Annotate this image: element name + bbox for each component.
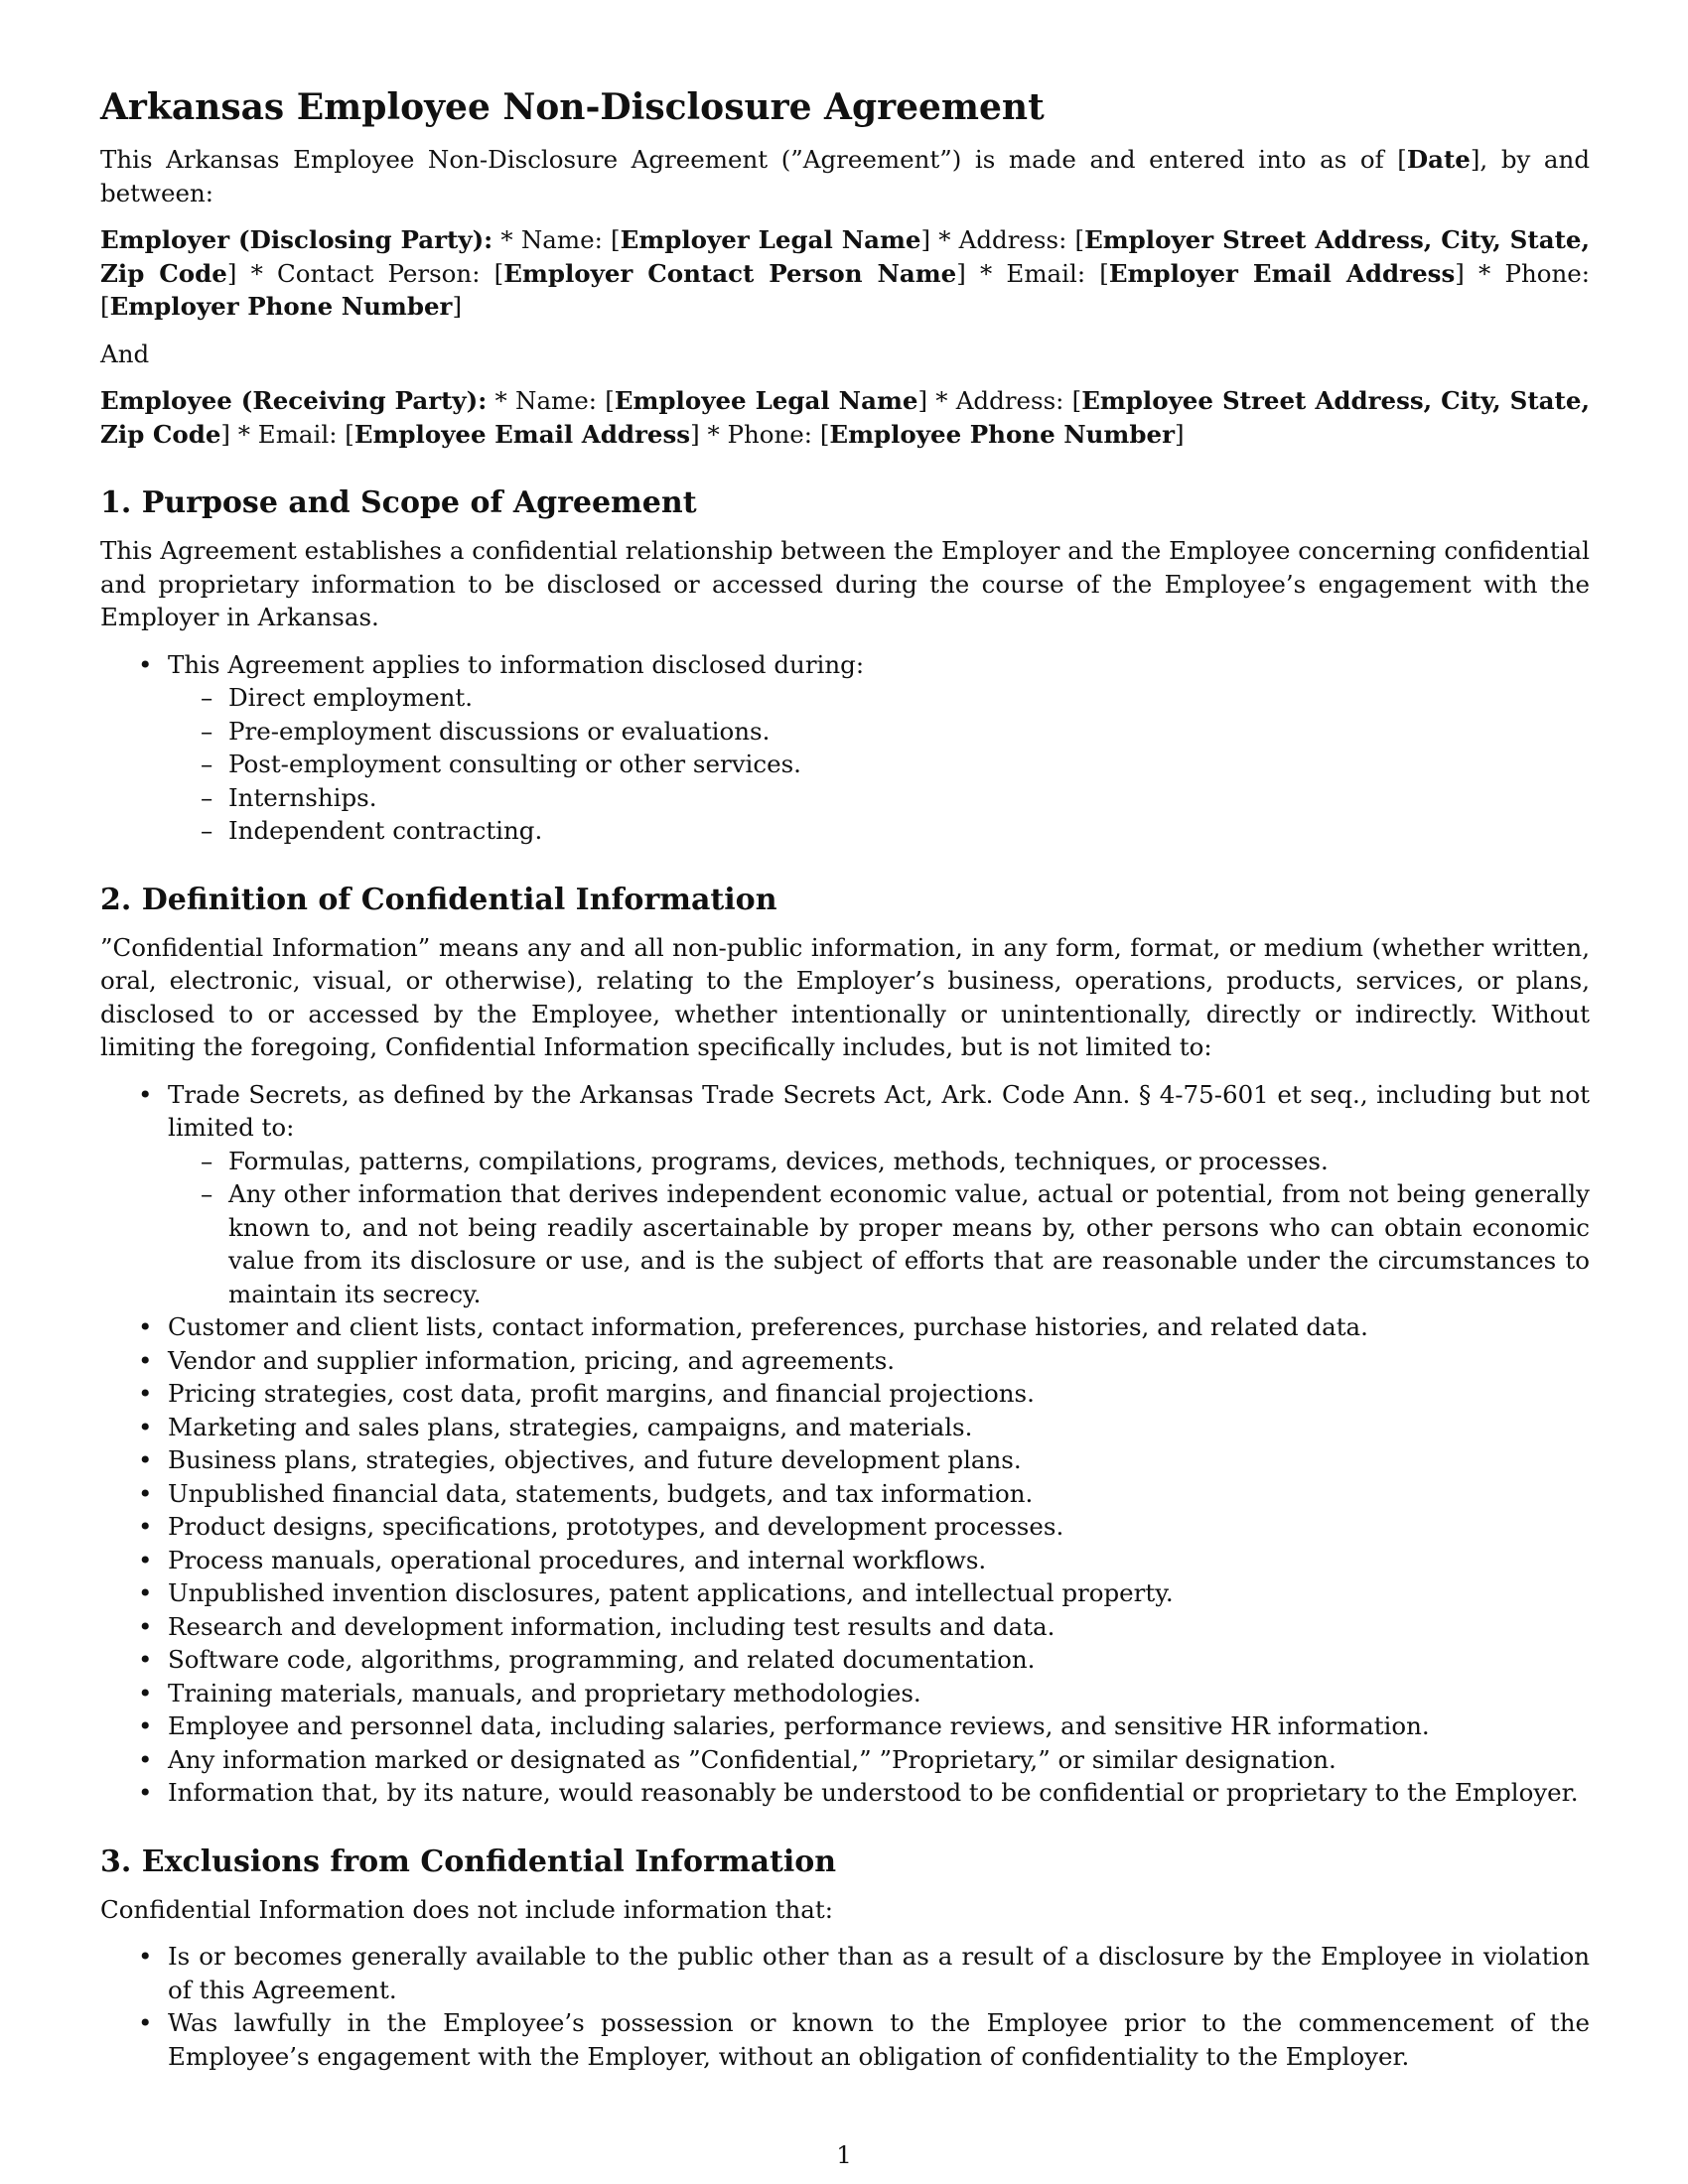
list-item: • Research and development information, including test results and data. bbox=[100, 1610, 1590, 1644]
sublist-item: – Independent contracting. bbox=[168, 814, 1590, 848]
list-item: • Process manuals, operational procedures, and internal workflows. bbox=[100, 1544, 1590, 1577]
sublist-item: – Direct employment. bbox=[168, 681, 1590, 715]
sublist-item: – Post-employment consulting or other services. bbox=[168, 748, 1590, 781]
employer-contact-label: ] * Contact Person: [ bbox=[226, 258, 504, 288]
list-item: • Business plans, strategies, objectives, and future development plans. bbox=[100, 1443, 1590, 1477]
page-number: 1 bbox=[836, 2140, 852, 2169]
list-item: • Product designs, specifications, prototypes, and development processes. bbox=[100, 1510, 1590, 1544]
date-placeholder: Date bbox=[1406, 145, 1471, 174]
list-item: • Unpublished invention disclosures, patent applications, and intellectual property. bbox=[100, 1576, 1590, 1610]
document-page bbox=[100, 85, 1590, 2073]
employer-name: Employer Legal Name bbox=[620, 225, 921, 254]
employer-name-label: * Name: [ bbox=[500, 225, 621, 254]
section-2-list bbox=[100, 1078, 1590, 1810]
list-item: • Pricing strategies, cost data, profit margins, and financial projections. bbox=[100, 1377, 1590, 1411]
document-title: Arkansas Employee Non-Disclosure Agreement bbox=[100, 86, 1045, 128]
section-3-body: Confidential Information does not include information that: bbox=[100, 1894, 834, 1924]
employer-block bbox=[100, 223, 1590, 324]
employee-email-label: ] * Email: [ bbox=[220, 419, 354, 449]
list-item: • Information that, by its nature, would reasonably be understood to be confidential or proprietary to the Employer. bbox=[100, 1776, 1590, 1810]
intro-text: This Arkansas Employee Non-Disclosure Agreement (”Agreement”) is made and entered into as of [ bbox=[100, 145, 1407, 174]
list-item: • Training materials, manuals, and proprietary methodologies. bbox=[100, 1677, 1590, 1710]
list-item: • Employee and personnel data, including salaries, performance reviews, and sensitive HR information. bbox=[100, 1709, 1590, 1743]
employee-block bbox=[100, 384, 1590, 451]
section-2-heading: 2. Definition of Confidential Information bbox=[100, 882, 777, 917]
section-3-heading: 3. Exclusions from Confidential Information bbox=[100, 1843, 837, 1879]
sublist-item: – Any other information that derives independent economic value, actual or potential, from not being generally known to, and not being readily ascertainable by proper means by, other persons who can obtain economic value from its disclosure or use, and is the subject of efforts that are reasonable under the circumstances to maintain its secrecy. bbox=[168, 1177, 1590, 1310]
list-item: • Software code, algorithms, programming, and related documentation. bbox=[100, 1643, 1590, 1677]
list-item: • Marketing and sales plans, strategies, campaigns, and materials. bbox=[100, 1411, 1590, 1444]
employer-address-label: ] * Address: [ bbox=[920, 225, 1085, 254]
employee-phone: Employee Phone Number bbox=[829, 419, 1175, 449]
list-item: • Any information marked or designated as ”Confidential,” ”Proprietary,” or similar designation. bbox=[100, 1743, 1590, 1777]
employer-heading: Employer (Disclosing Party): bbox=[100, 225, 493, 254]
list-item: • Is or becomes generally available to the public other than as a result of a disclosure by the Employee in violation of this Agreement. bbox=[100, 1940, 1590, 2006]
employee-address-label: ] * Address: [ bbox=[917, 386, 1082, 415]
section-3-list bbox=[100, 1940, 1590, 2073]
employer-contact: Employer Contact Person Name bbox=[503, 258, 957, 288]
employee-email: Employee Email Address bbox=[353, 419, 691, 449]
section-1-body: This Agreement establishes a confidential relationship between the Employer and the Employee concerning confidential and proprietary information to be disclosed or accessed during the course of the Employee’s engagement with the Employer in Arkansas. bbox=[100, 536, 1590, 631]
sublist-item: – Pre-employment discussions or evaluations. bbox=[168, 715, 1590, 749]
employer-email-label: ] * Email: [ bbox=[956, 258, 1109, 288]
list-item: • Was lawfully in the Employee’s possession or known to the Employee prior to the commencement of the Employee’s engagement with the Employer, without an obligation of confidentiality to the Employer. bbox=[100, 2006, 1590, 2073]
employee-address: Employee Street Address, City, State, Zip Code bbox=[100, 386, 1590, 449]
section-2-body: ”Confidential Information” means any and all non-public information, in any form, format, or medium (whether written, oral, electronic, visual, or otherwise), relating to the Employer’s business, operations, products, services, or plans, disclosed to or accessed by the Employee, whether intentionally or unintentionally, directly or indirectly. Without limiting the foregoing, Confidential Information specifically includes, but is not limited to: bbox=[100, 932, 1590, 1061]
list-item-text: Trade Secrets, as defined by the Arkansas Trade Secrets Act, Ark. Code Ann. § 4-75-601 et seq., including but not limited to: bbox=[168, 1079, 1590, 1142]
list-item bbox=[100, 648, 1590, 848]
list-item: • Customer and client lists, contact information, preferences, purchase histories, and related data. bbox=[100, 1310, 1590, 1344]
employer-address: Employer Street Address, City, State, Zip Code bbox=[100, 225, 1591, 288]
section-1-heading: 1. Purpose and Scope of Agreement bbox=[100, 485, 697, 520]
section-1-sublist bbox=[168, 681, 1590, 848]
trade-secrets-sublist bbox=[168, 1145, 1590, 1311]
sublist-item: – Internships. bbox=[168, 781, 1590, 815]
employee-name: Employee Legal Name bbox=[614, 386, 918, 415]
employer-email: Employer Email Address bbox=[1108, 258, 1456, 288]
employer-close: ] bbox=[452, 292, 463, 321]
employee-heading: Employee (Receiving Party): bbox=[100, 386, 488, 415]
employee-phone-label: ] * Phone: [ bbox=[690, 419, 830, 449]
employer-phone: Employer Phone Number bbox=[109, 292, 453, 321]
section-1-list bbox=[100, 648, 1590, 848]
intro-paragraph bbox=[100, 143, 1590, 209]
list-item: • Unpublished financial data, statements, budgets, and tax information. bbox=[100, 1477, 1590, 1511]
list-item: • Vendor and supplier information, pricing, and agreements. bbox=[100, 1344, 1590, 1378]
list-item bbox=[100, 1078, 1590, 1311]
sublist-item: – Formulas, patterns, compilations, programs, devices, methods, techniques, or processes. bbox=[168, 1145, 1590, 1178]
employee-name-label: * Name: [ bbox=[494, 386, 615, 415]
employee-close: ] bbox=[1174, 419, 1185, 449]
intro-text-end: ], by and between: bbox=[100, 145, 1590, 207]
employer-phone-label: ] * Phone: [ bbox=[100, 258, 1591, 321]
and-text: And bbox=[100, 339, 150, 368]
list-item-text: This Agreement applies to information disclosed during: bbox=[168, 649, 865, 679]
